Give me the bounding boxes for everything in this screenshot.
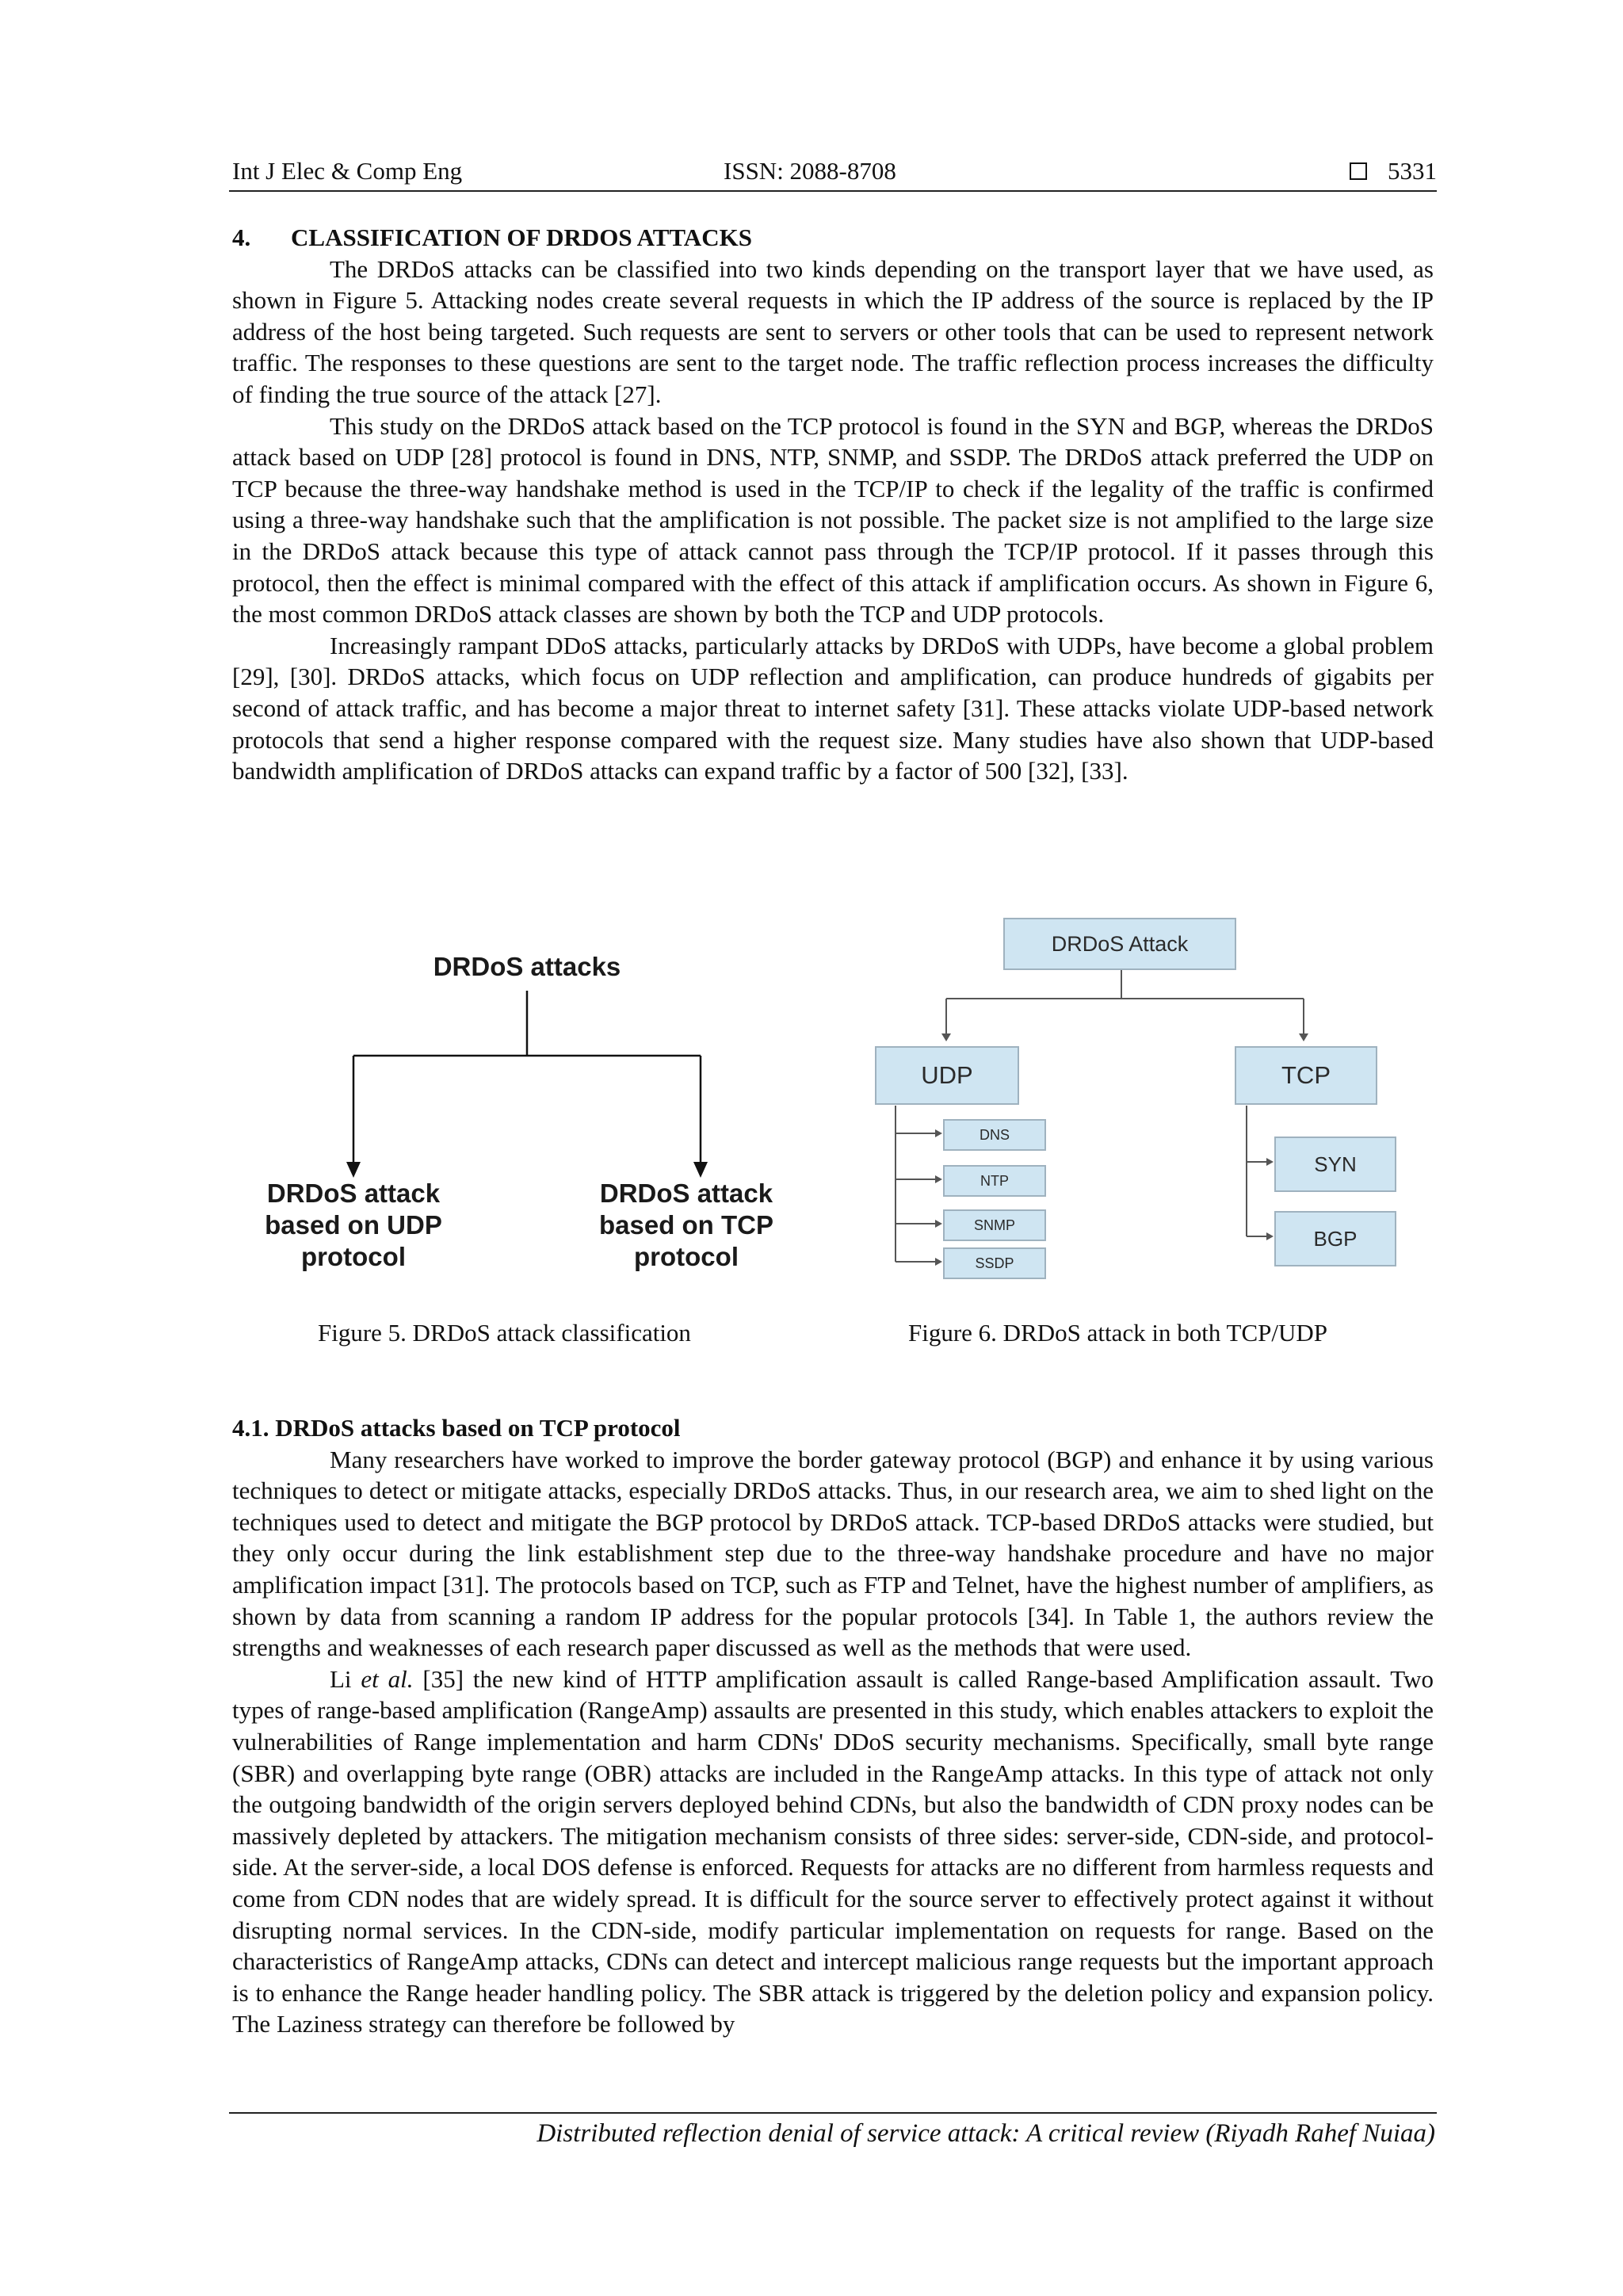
section-heading [232, 222, 1434, 254]
paragraph: This study on the DRDoS attack based on the TCP protocol is found in the SYN and BGP, whereas the DRDoS attack based on UDP [28] protocol is found in DNS, NTP, SNMP, and SSDP. The DRDoS attack preferred the UDP on TCP because the three-way handshake method is used in the TCP/IP to check if the legality of the traffic is confirmed using a three-way handshake such that the amplification is not possible. The packet size is not amplified to the large size in the DRDoS attack because this type of attack cannot pass through the TCP/IP protocol. If it passes through this protocol, then the effect is minimal compared with the effect of this attack if amplification occurs. As shown in Figure 6, the most common DRDoS attack classes are shown by both the TCP and UDP protocols. [232, 411, 1434, 628]
header-rule [229, 190, 1437, 192]
tcp-branch-line: protocol [634, 1242, 739, 1271]
page-number: 5331 [1388, 157, 1437, 185]
citation-author: Li [330, 1664, 361, 1693]
tcp-branch-line: DRDoS attack [599, 1179, 773, 1208]
paragraph [232, 1664, 1434, 2040]
figure-6-snmp: SNMP [943, 1209, 1046, 1241]
figure-6-ssdp: SSDP [943, 1247, 1046, 1279]
figure-6 [864, 911, 1419, 1292]
paragraph: The DRDoS attacks can be classified into two kinds depending on the transport layer that we have used, as shown in Figure 5. Attacking nodes create several requests in which the IP address of the source is replaced by the IP address of the host being targeted. Such requests are sent to servers or other tools that can be used to represent network traffic. The responses to these questions are sent to the target node. The traffic reflection process increases the difficulty of finding the true source of the attack [27]. [232, 254, 1434, 408]
figure-6-tcp: TCP [1235, 1046, 1377, 1105]
figure-6-syn: SYN [1274, 1137, 1396, 1192]
issn: ISSN: 2088-8708 [724, 157, 896, 185]
tcp-branch-line: based on TCP [598, 1210, 774, 1240]
figure-6-ntp: NTP [943, 1165, 1046, 1197]
figure-5-tcp-branch [571, 1178, 802, 1273]
running-header [232, 155, 1437, 190]
section-4-1 [232, 1412, 1434, 2040]
section-title: CLASSIFICATION OF DRDOS ATTACKS [291, 223, 752, 251]
figure-6-dns: DNS [943, 1119, 1046, 1151]
et-al: et al. [361, 1664, 414, 1693]
figure-5-caption: Figure 5. DRDoS attack classification [318, 1319, 691, 1347]
footer-rule [229, 2112, 1437, 2114]
subsection-heading: 4.1. DRDoS attacks based on TCP protocol [232, 1414, 681, 1442]
paragraph: Many researchers have worked to improve the border gateway protocol (BGP) and enhance it by using various techniques to detect or mitigate attacks, especially DRDoS attacks. Thus, in our research area, we aim to shed light on the techniques used to detect and mitigate the BGP protocol by DRDoS attack. TCP-based DRDoS attacks were studied, but they only occur during the link establishment step due to the three-way handshake procedure and have no major amplification impact [31]. The protocols based on TCP, such as FTP and Telnet, have the highest number of amplifiers, as shown by data from scanning a random IP address for the popular protocols [34]. In Table 1, the authors review the strengths and weaknesses of each research paper discussed as well as the methods that were used. [232, 1445, 1434, 1662]
figure-5-root: DRDoS attacks [433, 952, 621, 981]
figure-6-udp: UDP [875, 1046, 1019, 1105]
page-number-group [1350, 155, 1437, 187]
running-footer: Distributed reflection denial of service attack: A critical review (Riyadh Rahef Nuiaa) [537, 2119, 1435, 2148]
square-bullet-icon [1350, 162, 1367, 180]
figure-5-udp-branch [238, 1178, 469, 1273]
paragraph-text: [35] the new kind of HTTP amplification assault is called Range-based Amplification assault. Two types of range-based amplification (RangeAmp) assaults are presented in this study, which enables attackers to exploit the vulnerabilities of Range implementation and harm CDNs' DDoS security mechanisms. Specifically, small byte range (SBR) and overlapping byte range (OBR) attacks are included in the RangeAmp attacks. In this type of attack not only the outgoing bandwidth of the origin servers deployed behind CDNs, but also the bandwidth of CDN proxy nodes can be massively depleted by attackers. The mitigation mechanism consists of three sides: server-side, CDN-side, and protocol-side. At the server-side, a local DOS defense is enforced. Requests for attacks are no different from harmless requests and come from CDN nodes that are widely spread. It is difficult for the source server to effectively protect against it without disrupting normal services. In the CDN-side, modify particular implementation on requests for range. Based on the characteristics of RangeAmp attacks, CDNs can detect and intercept malicious range requests but the important approach is to enhance the Range header handling policy. The SBR attack is triggered by the deletion policy and expansion policy. The Laziness strategy can therefore be followed by [232, 1664, 1434, 2038]
figure-6-bgp: BGP [1274, 1211, 1396, 1266]
figure-6-root: DRDoS Attack [1003, 918, 1236, 970]
paragraph: Increasingly rampant DDoS attacks, particularly attacks by DRDoS with UDPs, have become a global problem [29], [30]. DRDoS attacks, which focus on UDP reflection and amplification, can produce hundreds of gigabits per second of attack traffic, and has become a major threat to internet safety [31]. These attacks violate UDP-based network protocols that send a higher response compared with the request size. Many studies have also shown that UDP-based bandwidth amplification of DRDoS attacks can expand traffic by a factor of 500 [32], [33]. [232, 631, 1434, 785]
section-4 [232, 222, 1434, 787]
udp-branch-line: DRDoS attack [266, 1179, 441, 1208]
figure-6-caption: Figure 6. DRDoS attack in both TCP/UDP [908, 1319, 1328, 1347]
udp-branch-line: protocol [301, 1242, 406, 1271]
udp-branch-line: based on UDP [265, 1210, 442, 1240]
figure-5 [238, 927, 808, 1292]
journal-name: Int J Elec & Comp Eng [232, 157, 463, 185]
section-number: 4. [232, 223, 251, 251]
